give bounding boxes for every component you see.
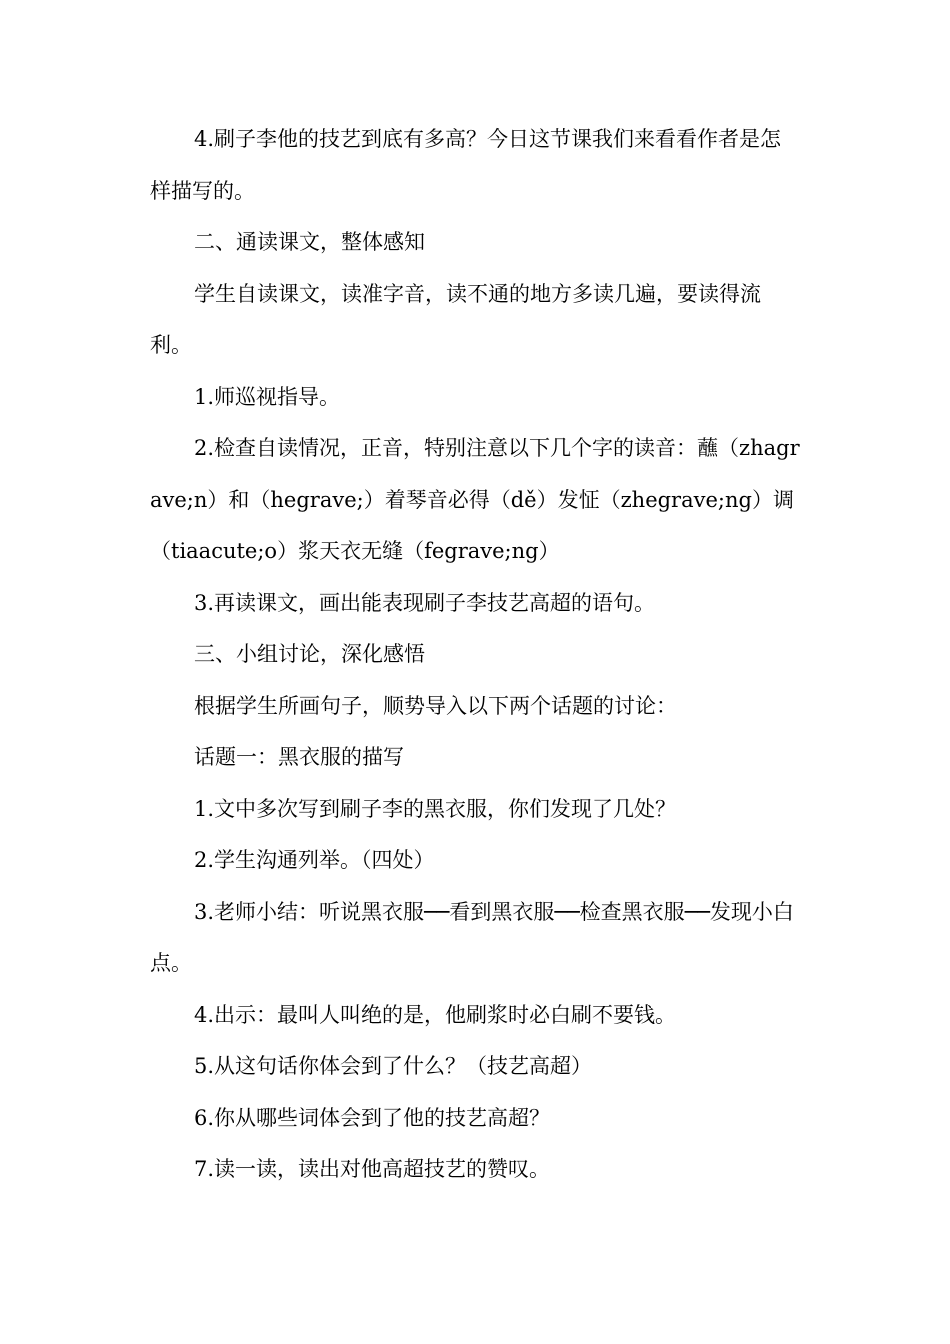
list-item-1: 1.师巡视指导。 [194, 384, 341, 409]
topic-item-1: 1.文中多次写到刷子李的黑衣服，你们发现了几处？ [194, 796, 677, 821]
topic-item-3: 3.老师小结：听说黑衣服──看到黑衣服──检查黑衣服──发现小白点。 [150, 899, 794, 975]
section-heading-3: 三、小组讨论，深化感悟 [194, 642, 425, 666]
topic-item-5: 5.从这句话你体会到了什么？（技艺高超） [194, 1054, 593, 1078]
topic-item-4: 4.出示：最叫人叫绝的是，他刷浆时必白刷不要钱。 [194, 1002, 677, 1027]
paragraph-self-reading: 学生自读课文，读准字音，读不通的地方多读几遍，要读得流利。 [150, 281, 761, 357]
topic-item-7: 7.读一读，读出对他高超技艺的赞叹。 [194, 1157, 551, 1181]
document-body [150, 114, 800, 1196]
topic-item-2: 2.学生沟通列举。（四处） [194, 848, 435, 872]
topic-heading-1: 话题一：黑衣服的描写 [194, 745, 404, 769]
list-item-3: 3.再读课文，画出能表现刷子李技艺高超的语句。 [194, 590, 656, 615]
topic-item-6: 6.你从哪些词体会到了他的技艺高超？ [194, 1105, 551, 1130]
paragraph-intro-question: 4.刷子李他的技艺到底有多高？今日这节课我们来看看作者是怎样描写的。 [150, 127, 782, 203]
paragraph-discussion-intro: 根据学生所画句子，顺势导入以下两个话题的讨论： [194, 693, 677, 718]
section-heading-2: 二、通读课文，整体感知 [194, 230, 425, 254]
list-item-2-pronunciation: 2.检查自读情况，正音，特别注意以下几个字的读音：蘸（zhagrave;n）和（hegrave;）着琴音必得（dě）发怔（zhegrave;ng）调（tiaacute;o）浆天衣无缝（fegrave;ng） [150, 436, 800, 563]
